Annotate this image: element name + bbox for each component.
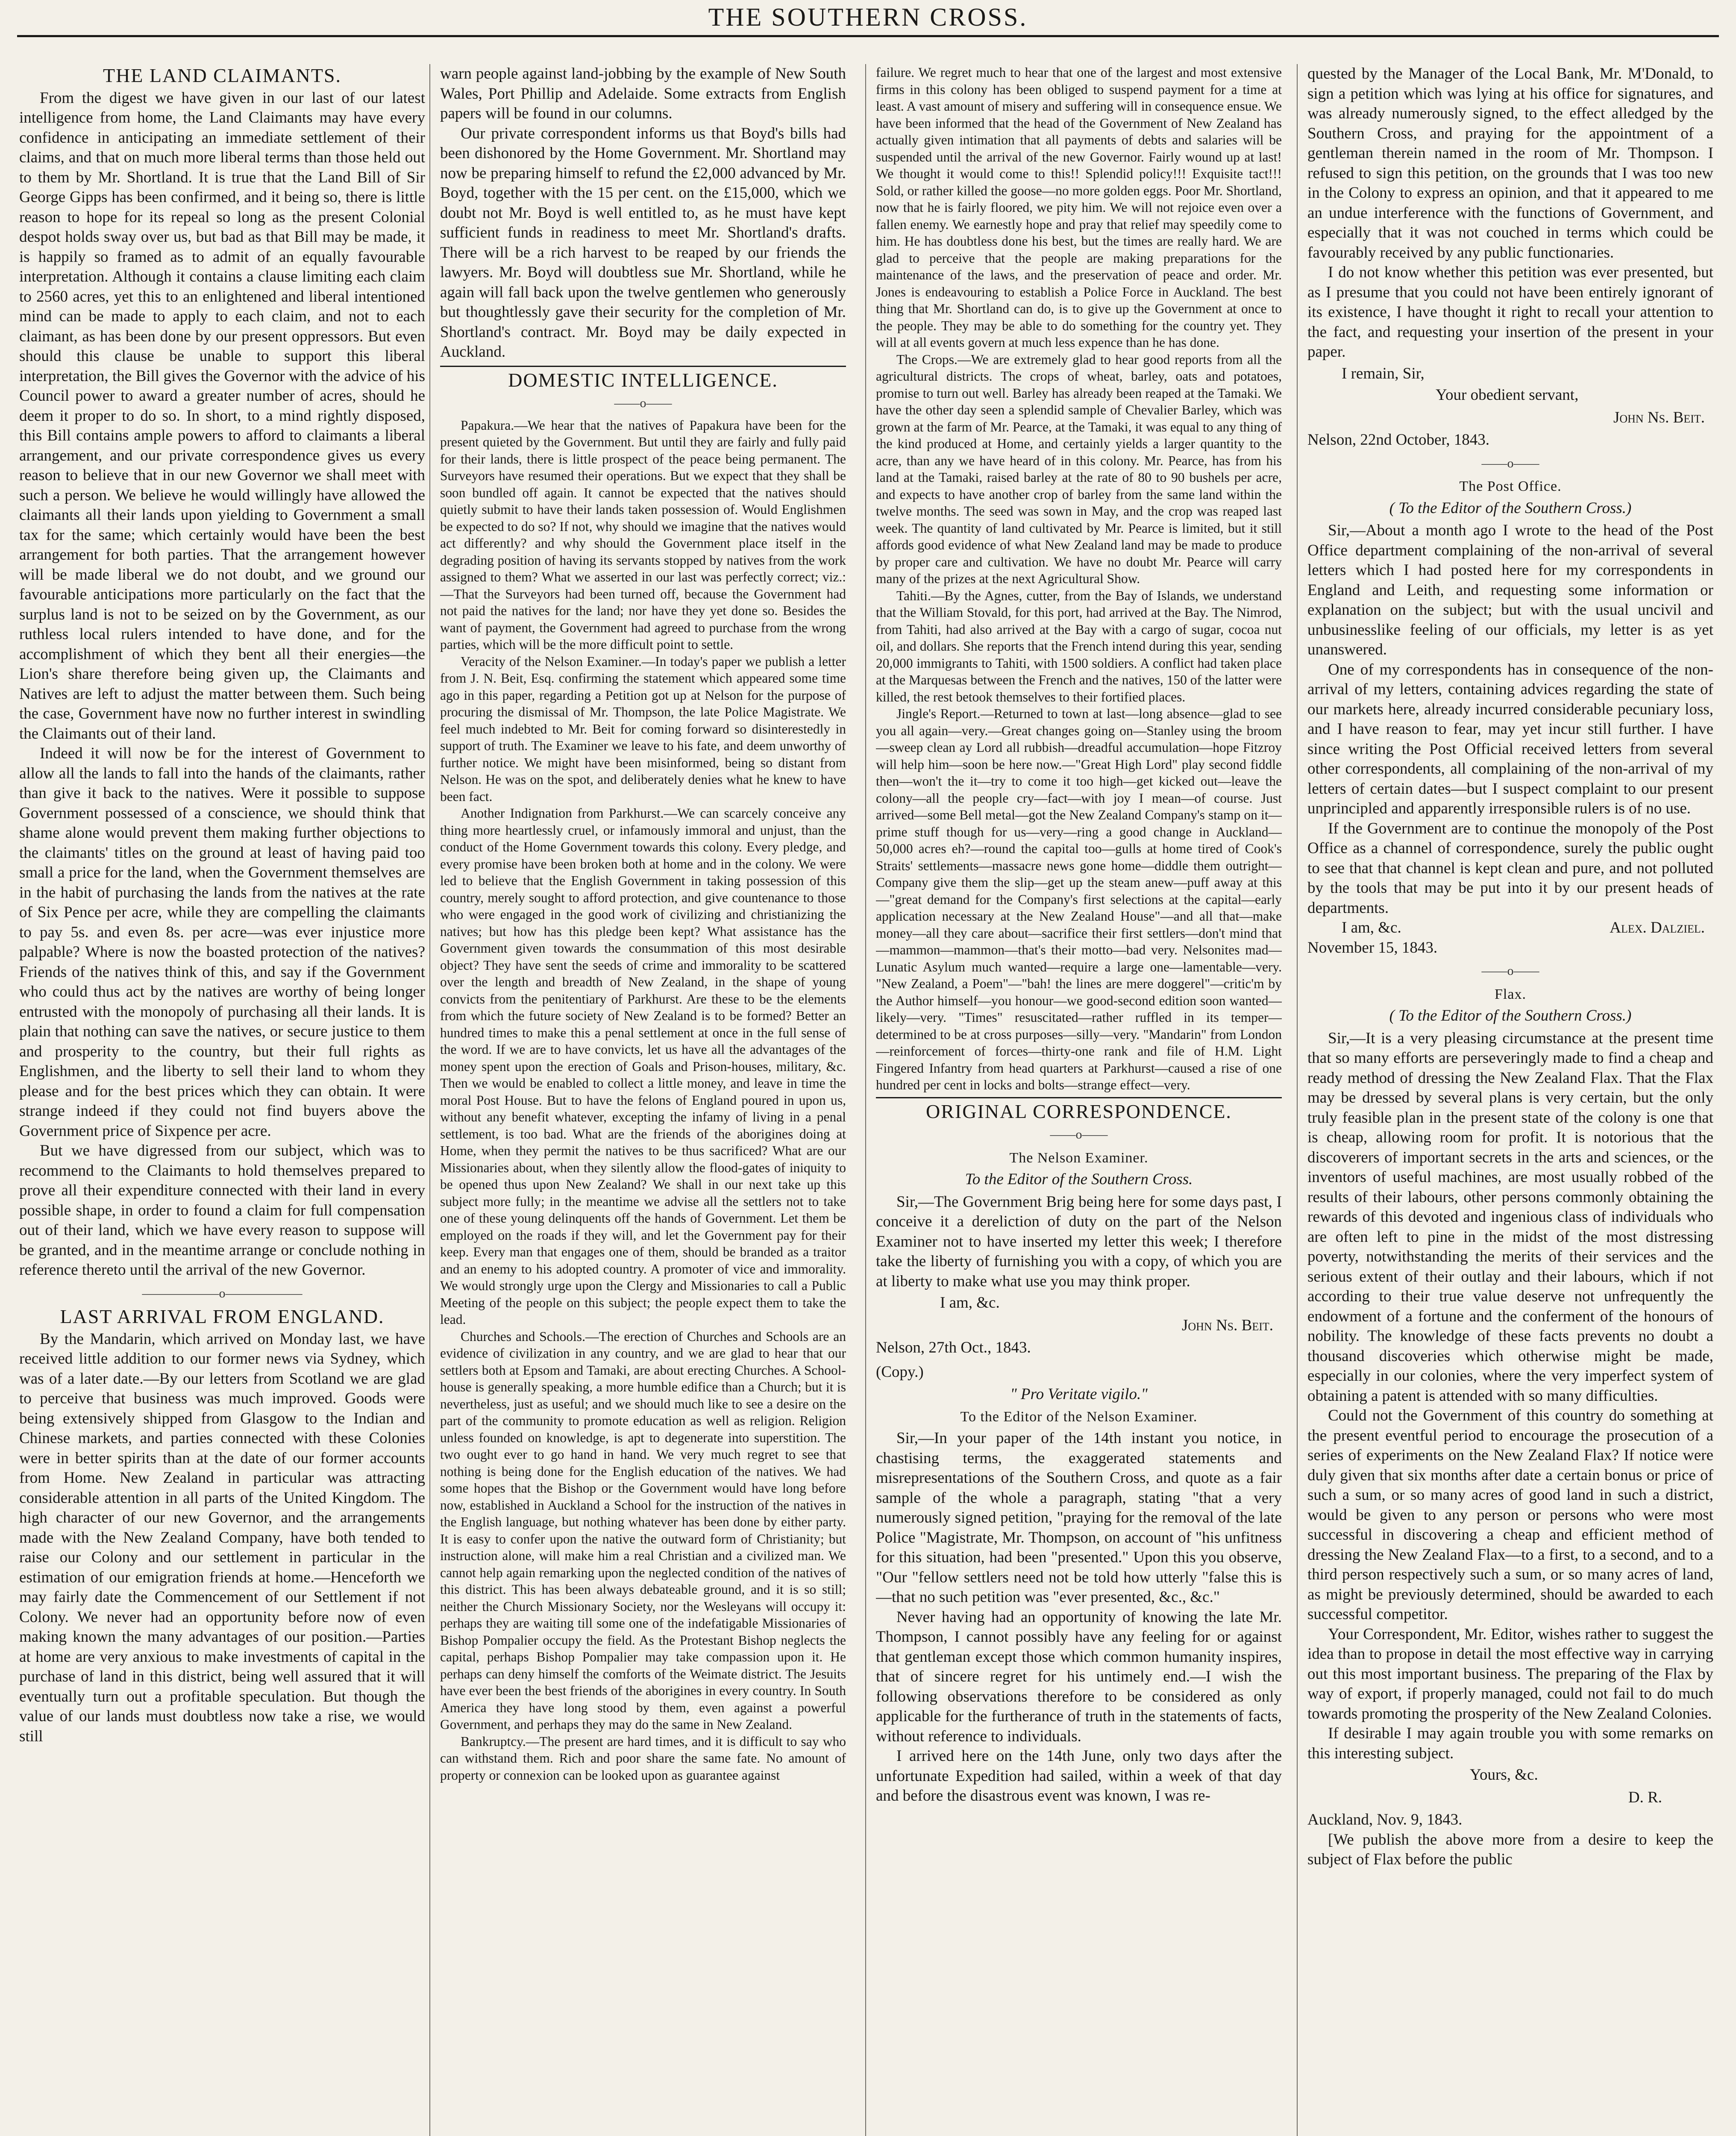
letter-close: Yours, &c. (1470, 1766, 1538, 1784)
article-paragraph: From the digest we have given in our last of our latest intelligence from home, the Land Claimants may have every confidence in anticipating an immediate settlement of their claims, and that on much more liberal terms than those held out to them by Mr. Shortland. It is true that the Land Bill of Sir George Gipps has been confirmed, and it being so, there is little reason to hope for its repeal so long as the present Colonial despot holds sway over us, but bad as that Bill may be made, it is happily so framed as to admit of an equally favourable interpretation. Although it contains a clause limiting each claim to 2560 acres, yet this to an enlightened and liberal intentioned mind can be made to apply to each claim, and not to each claimant, as has been done by our present oppressors. But even should this clause be unable to support this liberal interpretation, the Bill gives the Governor with the advice of his Council power to award a greater number of acres, should he deem it proper to do so. In short, to a mind rightly disposed, this Bill contains ample powers to afford to claimants a liberal arrangement, and our private correspondence gives us every reason to believe that in our new Governor we shall meet with such a person. We believe he would willingly have allowed the claimants all their lands upon yielding to Government a small tax for the same; which certainly would have been the best arrangement for both parties. That the arrangement however will be made liberal we do not doubt, and we ground our favourable anticipations more particularly on the fact that the surplus land is not to be seized on by the Government, as our ruthless local rulers intended to have done, and for the accomplishment of which they bent all their energies—the Lion's share therefore being given up, the Claimants and Natives are left to adjust the matter between them. Such being the case, Government have now no further interest in swindling the Claimants out of their land. (19, 89, 425, 742)
news-item: Jingle's Report.—Returned to town at last—long absence—glad to see you all again—very.—Great changes going on—Stanley using the broom—sweep clean ay Lord all rubbish—dreadful accumulation—hope Fitzroy will help him—soon be here now.—"Great High Lord" play second fiddle then—won't the it—try to come it too high—get kicked out—leave the colony—all the people cry—fact—with joy I mean—of course. Just arrived—some Bell metal—got the New Zealand Company's stamp on it—prime stuff though for us—very—ring a good change in Auckland—50,000 acres eh?—round the capital too—gulls at home tired of Cook's Straits' settlements—massacre news gone home—diddle them outright—Company give them the slip—get up the steam anew—puff away at this—"great demand for the Company's first selections at the capital—early application necessary at the New Zealand House"—and all that—make money—all they care about—sacrifice their first settlers—don't mind that—mammon—mammon—that's their motto—bad very. Nelsonites mad—Lunatic Asylum much wanted—require a large one—lamentable—very. "New Zealand, a Poem"—"bah! the lines are mere doggerel"—critic'm by the Author himself—you honour—we good-second edition soon wanted—likely—very. "Times" resuscitated—rather ruffled in its temper—determined to be at cross purposes—silly—very. "Mandarin" from London—reinforcement of forces—thirty-one rank and file of H.M. Light Fingered Infantry from head quarters at Parkhurst—caused a rise of one hundred per cent in locks and bolts—strange effect—very. (876, 706, 1282, 1092)
letter-date: November 15, 1843. (1307, 939, 1438, 957)
land-claimants-title: THE LAND CLAIMANTS. (103, 65, 341, 86)
section-separator: ——o—— (614, 396, 672, 410)
article-paragraph: Our private correspondent informs us that Boyd's bills had been dishonored by the Home Government. Mr. Shortland may now be preparing himself to refund the £2,000 advanced by Mr. Boyd, together with the 15 per cent. on the £15,000, which we doubt not Mr. Boyd is well entitled to, as he must have kept sufficient funds in readiness to meet Mr. Shortland's drafts. There will be a rich harvest to be reaped by our friends the lawyers. Mr. Boyd will doubtless sue Mr. Shortland, while he again will fall back upon the twelve gentlemen who generously but thoughtlessly gave their security for the completion of Mr. Shortland's contract. Mr. Boyd may be daily expected in Auckland. (440, 124, 846, 361)
column-2 (440, 64, 846, 2136)
letter-paragraph: Sir,—The Government Brig being here for some days past, I conceive it a dereliction of duty on the part of the Nelson Examiner not to have inserted my letter this week; I therefore take the liberty of furnishing you with a copy, of which you are at liberty to make what use you may think proper. (876, 1193, 1282, 1290)
editor-note: [We publish the above more from a desire to keep the subject of Flax before the public (1307, 1831, 1713, 1868)
section-rule (440, 366, 846, 367)
letter-close: I am, &c. (940, 1294, 1000, 1312)
masthead: THE SOUTHERN CROSS. (708, 3, 1028, 31)
news-item: Another Indignation from Parkhurst.—We can scarcely conceive any thing more heartlessly cruel, or infamously immoral and unjust, than the conduct of the Home Government towards this colony. Every pledge, and every promise have been broken both at home and in the colony. We were led to believe that the English Government in taking possession of this country, merely sought to afford protection, and give countenance to those who were engaged in the good work of civilizing and christianizing the natives; but how has this pledge been kept? What assistance has the Government given towards the consummation of this most desirable object? They have sent the seeds of crime and immorality to be scattered over the length and breadth of New Zealand, in the shape of young convicts from the penitentiary of Parkhurst. Are these to be the elements from which the future society of New Zealand is to be formed? Better an hundred times to make this a penal settlement at once in the full sense of the word. If we are to have convicts, let us have all the advantages of the money spent upon the erection of Goals and Prison-houses, military, &c. Then we would be enabled to collect a little money, and leave in time the moral Post House. But to have the felons of England poured in upon us, without any benefit whatever, excepting the infamy of living in a penal settlement, is too bad. What are the friends of the aborigines doing at Home, when they permit the natives to be thus sacrificed? What are our Missionaries about, when they silently allow the flood-gates of iniquity to be opened thus upon New Zealand? We shall in our next take up this subject more fully; in the meantime we advise all the settlers not to take one of these young delinquents off the hands of Government. Let them be employed on the roads if they will, and let the Government pay for their keep. Every man that engages one of them, should be branded as a traitor and an enemy to his adopted country. A promoter of vice and immorality. We would strongly urge upon the Clergy and Missionaries to call a Public Meeting of the people on this subject; the people expect them to take the lead. (440, 806, 846, 1327)
masthead-rule (17, 35, 1719, 37)
column-divider (1297, 64, 1298, 2136)
letter-signature: D. R. (1628, 1788, 1662, 1806)
section-separator: ——o—— (1050, 1127, 1108, 1141)
news-item: Churches and Schools.—The erection of Churches and Schools are an evidence of civilization in any country, and we are glad to hear that our settlers both at Epsom and Tamaki, are about erecting Churches. A School-house is generally speaking, a more humble edifice than a Church; but it is nevertheless, just as useful; and we should much like to see a desire on the part of the community to promote education as well as religion. Religion unless founded on knowledge, is apt to degenerate into superstition. The two ought ever to go hand in hand. We very much regret to see that nothing is being done for the English education of the natives. We had some hopes that the Bishop or the Government would have long before now, established in Auckland a School for the instruction of the natives in the English language, but nothing whatever has been done by either party. It is easy to confer upon the native the outward form of Christianity; but instruction alone, will make him a real Christian and a civilized man. We cannot help again remarking upon the neglected condition of the natives of this district. This has been always debateable ground, and it is so still; neither the Church Missionary Society, nor the Wesleyans will occupy it: perhaps they are waiting till some one of the indefatigable Missionaries of Bishop Pompalier occupy the field. As the Protestant Bishop neglects the capital, perhaps Bishop Pompalier may take compassion upon it. He perhaps can deny himself the comforts of the Weimate district. The Jesuits have ever been the best friends of the aborigines in every country. In South America they have long stood by them, even against a powerful Government, and perhaps they may do the same in New Zealand. (440, 1329, 846, 1732)
section-rule (876, 1097, 1282, 1098)
copy-label: (Copy.) (876, 1363, 924, 1381)
column-1 (19, 64, 425, 2136)
article-paragraph: By the Mandarin, which arrived on Monday last, we have received little addition to our former news via Sydney, which was of a later date.—By our letters from Scotland we are glad to perceive that business was much improved. Goods were being extensively shipped from Glasgow to the Indian and Chinese markets, and parties connected with these Colonies were in better spirits than at the date of our former accounts from Home. New Zealand in particular was attracting considerable attention in all parts of the United Kingdom. The high character of our new Governor, and the arrangements made with the New Zealand Company, have both tended to raise our Colony and our settlement in particular in the estimation of our emigration friends at home.—Henceforth we may fairly date the Commencement of our Settlement if not Colony. We never had an opportunity before now of even making known the many advantages of our position.—Parties at home are very anxious to make investments of capital in the purchase of land in this district, being well assured that it will eventually turn out a profitable speculation. But though the value of our lands must doubtless now take a rise, we would still (19, 1330, 425, 1745)
article-paragraph: But we have digressed from our subject, which was to recommend to the Claimants to hold themselves prepared to prove all their expenditure connected with their land in every possible shape, in order to found a claim for full compensation out of their land, which we have every reason to suppose will be granted, and in the meantime arrange or conclude nothing in reference thereto until the arrival of the new Governor. (19, 1142, 425, 1279)
column-divider (429, 64, 430, 2136)
news-item: Bankruptcy.—The present are hard times, and it is difficult to say who can withstand them. Rich and poor share the same fate. No amount of property or connexion can be looked upon as guarantee against (440, 1734, 846, 1783)
letter-close: Your obedient servant, (1436, 386, 1579, 404)
news-item: failure. We regret much to hear that one of the largest and most extensive firms in this colony has been obliged to suspend payment for a time at least. A vast amount of misery and suffering will in consequence ensue. We have been informed that the head of the Government of New Zealand has actually given intimation that all payments of debts and salaries will be suspended until the arrival of the new Governor. Fairly wound up at last! We thought it would come to this!! Splendid policy!!! Exquisite tact!!! Sold, or rather killed the goose—no more golden eggs. Poor Mr. Shortland, now that he is fairly floored, we pity him. We will not rejoice even over a fallen enemy. We earnestly hope and pray that relief may speedily come to him. He has doubtless done his best, but the times are really hard. We are glad to perceive that the people are making preparations for the maintenance of the laws, and the preservation of peace and order. Mr. Jones is endeavouring to establish a Police Force in Auckland. The best thing that Mr. Shortland can do, is to give up the Government at once to the people. They may be able to do something for the country yet. They will at all events govern at much less expence than he has done. (876, 65, 1282, 350)
original-correspondence-title: ORIGINAL CORRESPONDENCE. (926, 1100, 1232, 1122)
letter-paragraph: If the Government are to continue the monopoly of the Post Office as a channel of correspondence, surely the public ought to see that that channel is kept clean and pure, and not polluted by the tools that may be put into it by our present heads of departments. (1307, 819, 1713, 917)
news-item: The Crops.—We are extremely glad to hear good reports from all the agricultural districts. The crops of wheat, barley, oats and potatoes, promise to turn out well. Barley has already been reaped at the Tamaki. We have the other day seen a splendid sample of Chevalier Barley, which was grown at the farm of Mr. Pearce, at the Tamaki, it was equal to any thing of the kind produced at Home, and certainly yields a larger quantity to the acre, than any we have heard of in this colony. Mr. Pearce, has from his land at the Tamaki, raised barley at the rate of 80 to 90 bushels per acre, and expects to have another crop of barley from the same land within the twelve months. The seed was sown in May, and the crop was reaped last week. The quantity of land cultivated by Mr. Pearce is limited, but it still affords good evidence of what New Zealand land may be made to produce by proper care and cultivation. We have no doubt Mr. Pearce will carry many of the prizes at the next Agricultural Show. (876, 352, 1282, 586)
letter-close: I am, &c. (1342, 919, 1401, 936)
letter-paragraph: Could not the Government of this country do something at the present eventful period to encourage the prosecution of a series of experiments on the New Zealand Flax? If notice were duly given that six months after date a certain bonus or price of such a sum, or so many acres of good land in such a district, would be given to any person or persons who were most successful in discovering a cheap and efficient method of dressing the New Zealand Flax—to a first, to a second, and to a third person respectively such a sum, or so many acres of land, as might be previously determined, should be awarded to each successful competitor. (1307, 1407, 1713, 1623)
letter-heading: The Nelson Examiner. (1009, 1150, 1149, 1166)
column-4 (1307, 64, 1713, 2136)
motto: " Pro Veritate vigilo." (1010, 1385, 1148, 1403)
news-item: Papakura.—We hear that the natives of Papakura have been for the present quieted by the Government. But until they are fairly and fully paid for their lands, there is little prospect of the peace being permanent. The Surveyors have resumed their operations. But we expect that they shall be soon bundled off again. It cannot be expected that the natives should quietly submit to have their lands taken possession of. Would Englishmen be expected to do so? If not, why should we imagine that the natives would act differently? and why should the Government place itself in the degrading position of having its servants stopped by natives from the work assigned to them? What we asserted in our last was perfectly correct; viz.:—That the Surveyors had been turned off, because the Government had not paid the natives for the land; nor have they yet done so. Besides the want of payment, the Government had agreed to purchase from the wrong parties, which will be the more difficult point to settle. (440, 417, 846, 652)
section-separator: ——o—— (1481, 456, 1539, 470)
column-3 (876, 64, 1282, 2136)
letter-paragraph: I arrived here on the 14th June, only two days after the unfortunate Expedition had sailed, within a week of that day and before the disastrous event was known, I was re- (876, 1747, 1282, 1804)
letter-paragraph: Sir,—In your paper of the 14th instant you notice, in chastising terms, the exaggerated statements and misrepresentations of the Southern Cross, and quote as a fair sample of the whole a paragraph, stating "that a very numerously signed petition, "praying for the removal of the late Police "Magistrate, Mr. Thompson, on account of "his unfitness for this situation, had been "presented." Upon this you observe, "Our "fellow settlers need not be told how utterly "false this is—that no such petition was "ever presented, &c., &c." (876, 1429, 1282, 1606)
article-paragraph: Indeed it will now be for the interest of Government to allow all the lands to fall into the hands of the claimants, rather than give it back to the natives. Were it possible to suppose Government possessed of a conscience, we should think that shame alone would prevent them making further objections to the claimants' titles on the ground at least of having paid too small a price for the land, when the Government themselves are in the habit of purchasing the lands from the natives at the rate of Six Pence per acre, while they are compelling the claimants to pay 5s. and even 8s. per acre—was ever injustice more palpable? Where is now the boasted protection of the natives? Friends of the natives think of this, and say if the Government who could thus act by the natives are worthy of being longer entrusted with the monopoly of purchasing all their lands. It is plain that nothing can save the natives, or secure justice to them and prosperity to the country, but their full rights as Englishmen, and the liberty to sell their land to whom they please and for the best prices which they can obtain. It were strange indeed if they could not find buyers above the Government price of Sixpence per acre. (19, 745, 425, 1140)
news-item: Tahiti.—By the Agnes, cutter, from the Bay of Islands, we understand that the William Stovald, for this port, had arrived at the Bay. The Nimrod, from Tahiti, had also arrived at the Bay with a cargo of sugar, cocoa nut oil, and dollars. She reports that the French intend during this year, sending 20,000 immigrants to Tahiti, with 1500 soldiers. A conflict had taken place at the Marquesas between the French and the natives, 150 of the latter were killed, the rest betook themselves to their fortified places. (876, 588, 1282, 704)
letter-address: ( To the Editor of the Southern Cross.) (1389, 1007, 1632, 1024)
letter-paragraph: quested by the Manager of the Local Bank, Mr. M'Donald, to sign a petition which was lying at his office for signatures, and was already numerously signed, to the effect alledged by the Southern Cross, and praying for the appointment of a gentleman therein named in the room of Mr. Thompson. I refused to sign this petition, on the grounds that I was too new in the Colony to express an opinion, and that it appeared to me an undue interference with the functions of Government, and especially that it was not couched in terms which could be favourably received by any public functionaries. (1307, 65, 1713, 261)
article-paragraph: warn people against land-jobbing by the example of New South Wales, Port Phillip and Adelaide. Some extracts from English papers will be found in our columns. (440, 65, 846, 122)
letter-date: Auckland, Nov. 9, 1843. (1307, 1811, 1463, 1828)
letter-signature: Alex. Dalziel. (1610, 919, 1705, 936)
letter-address: To the Editor of the Southern Cross. (965, 1171, 1193, 1188)
letter-date: Nelson, 22nd October, 1843. (1307, 431, 1490, 449)
column-divider (865, 64, 866, 2136)
letter-signature: John Ns. Beit. (1181, 1316, 1273, 1334)
letter-paragraph: Sir,—It is a very pleasing circumstance at the present time that so many efforts are perseveringly made to find a cheap and ready method of dressing the New Zealand Flax. That the Flax may be dressed by several plans is very certain, but the only truly feasible plan in the present state of the colony is one that is cheap, allowing room for profit. It is notorious that the discoverers of important secrets in the arts and sciences, or the inventors of useful machines, are most usually robbed of the results of their labours, other persons commonly obtaining the rewards of this devoted and ingenious class of individuals who are often left to pine in the midst of the most distressing poverty, notwithstanding the merits of their services and the serious extent of their outlay and their labours, which if not according to their true value deserve not unfrequently the endowment of a fortune and the conferment of the honours of nobility. The knowledge of these facts prevents no doubt a thousand discoveries which otherwise might be made, especially in our colonies, where the very imperfect system of obtaining a patent is attended with so many difficulties. (1307, 1029, 1713, 1405)
letter-paragraph: If desirable I may again trouble you with some remarks on this interesting subject. (1307, 1725, 1713, 1762)
last-arrival-title: LAST ARRIVAL FROM ENGLAND. (60, 1306, 385, 1327)
section-separator: ——————o—————— (142, 1286, 303, 1300)
letter-paragraph: One of my correspondents has in consequence of the non-arrival of my letters, containing advices regarding the state of our markets here, already incurred considerable pecuniary loss, and I have reason to fear, may yet incur still further. I have since writing the Post Official received letters from several other correspondents, all complaining of the non-arrival of my letters of certain dates—but I suspect complaint to our present unprincipled and apparently irresponsible rulers is of no use. (1307, 660, 1713, 817)
letter-close: I remain, Sir, (1342, 364, 1425, 382)
letter-paragraph: I do not know whether this petition was ever presented, but as I presume that you could not have been entirely ignorant of its existence, I have thought it right to recall your attention to the fact, and requesting your insertion of the present in your paper. (1307, 264, 1713, 361)
letter-paragraph: Sir,—About a month ago I wrote to the head of the Post Office department complaining of the non-arrival of several letters which I had posted here for my correspondents in England and Leith, and requesting some information or explanation on the subject; but with the usual uncivil and unbusinesslike feeling of our officials, my letter is as yet unanswered. (1307, 522, 1713, 658)
letter-paragraph: Your Correspondent, Mr. Editor, wishes rather to suggest the idea than to propose in detail the most effective way in carrying out this most important business. The preparing of the Flax by way of export, if properly managed, could not fail to do much towards promoting the prosperity of the New Zealand Colonies. (1307, 1625, 1713, 1722)
letter-address: ( To the Editor of the Southern Cross.) (1389, 499, 1632, 517)
news-item: Veracity of the Nelson Examiner.—In today's paper we publish a letter from J. N. Beit, Esq. confirming the statement which appeared some time ago in this paper, regarding a Petition got up at Nelson for the purpose of procuring the dismissal of Mr. Thompson, the late Police Magistrate. We feel much indebted to Mr. Beit for coming forward so disinterestedly in support of truth. The Examiner we leave to his fate, and deem unworthy of further notice. We might have been misinformed, being so distant from Nelson. He was on the spot, and deliberately denies what he knew to have been fact. (440, 654, 846, 804)
domestic-intelligence-title: DOMESTIC INTELLIGENCE. (508, 369, 778, 391)
letter-paragraph: Never having had an opportunity of knowing the late Mr. Thompson, I cannot possibly have any feeling for or against that gentleman except those which common humanity inspires, that of sincere regret for his untimely end.—I wish the following observations therefore to be considered as only applicable for the furtherance of truth in the statements of facts, without reference to individuals. (876, 1608, 1282, 1745)
flax-title: Flax. (1495, 986, 1526, 1002)
post-office-title: The Post Office. (1459, 478, 1562, 494)
letter-signature: John Ns. Beit. (1613, 408, 1705, 426)
letter-address: To the Editor of the Nelson Examiner. (960, 1408, 1198, 1425)
letter-date: Nelson, 27th Oct., 1843. (876, 1339, 1031, 1356)
section-separator: ——o—— (1481, 964, 1539, 978)
